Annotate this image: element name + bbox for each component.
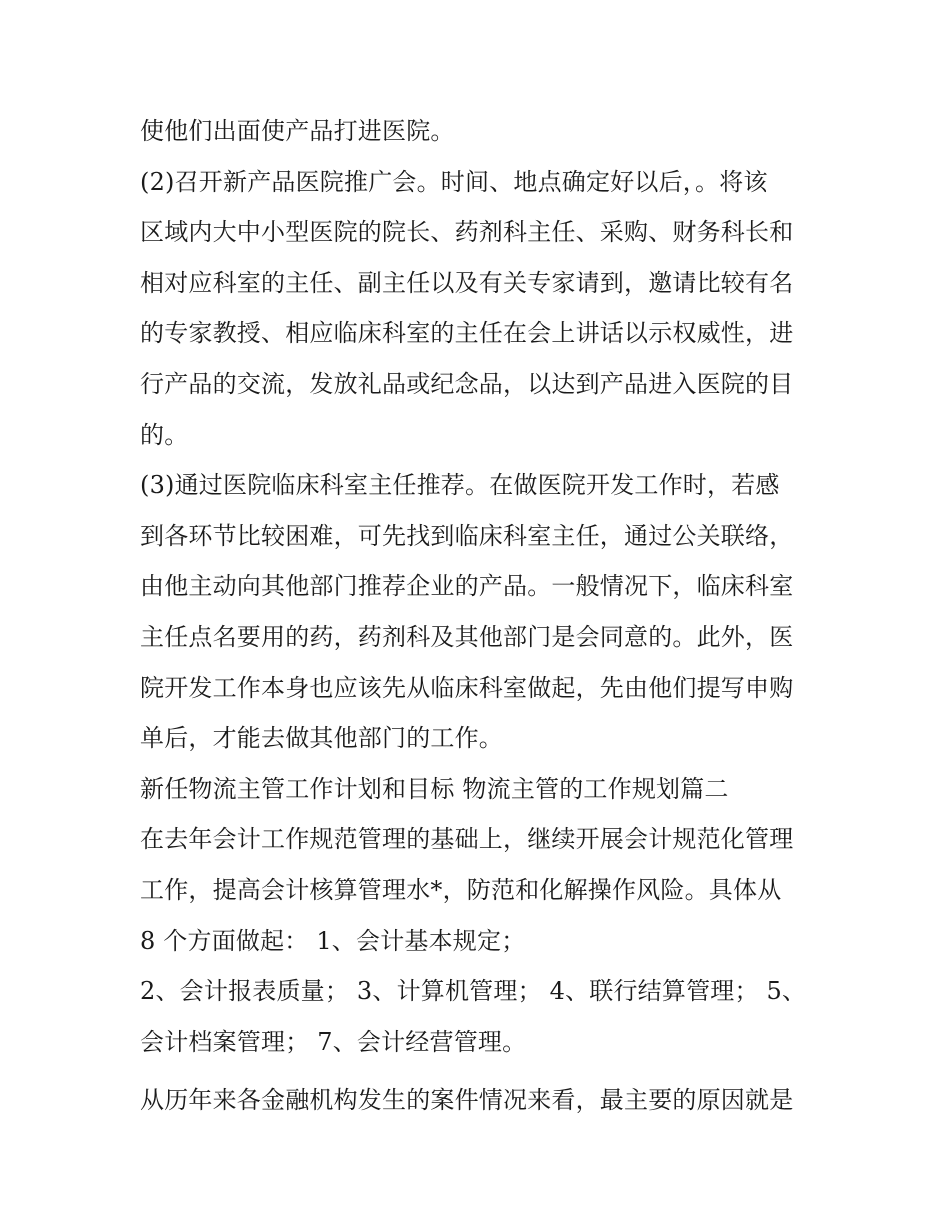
text-line: 的专家教授、相应临床科室的主任在会上讲话以示权威性，进 <box>140 319 794 348</box>
document-body <box>140 106 820 1126</box>
text-line: 从历年来各金融机构发生的案件情况来看，最主要的原因就是 <box>140 1086 794 1115</box>
text-line: 到各环节比较困难，可先找到临床科室主任，通过公关联络， <box>140 521 794 550</box>
text-line: 使他们出面使产品打进医院。 <box>140 117 455 145</box>
text-line: (3)通过医院临床科室主任推荐。在做医院开发工作时，若感 <box>140 471 780 500</box>
text-line: (2)召开新产品医院推广会。时间、地点确定好以后，。将该 <box>140 167 768 196</box>
text-line: 8 个方面做起： 1、会计基本规定； <box>140 926 526 955</box>
text-line: 在去年会计工作规范管理的基础上，继续开展会计规范化管理 <box>140 825 794 854</box>
text-line: 相对应科室的主任、副主任以及有关专家请到，邀请比较有名 <box>140 268 794 297</box>
text-line: 单后，才能去做其他部门的工作。 <box>140 724 503 753</box>
text-line: 会计档案管理； 7、会计经营管理。 <box>140 1027 527 1056</box>
text-line: 主任点名要用的药，药剂科及其他部门是会同意的。此外，医 <box>140 622 794 651</box>
text-line: 的。 <box>140 420 189 449</box>
text-line: 由他主动向其他部门推荐企业的产品。一般情况下，临床科室 <box>140 572 794 601</box>
text-line: 院开发工作本身也应该先从临床科室做起，先由他们提写申购 <box>140 673 794 702</box>
text-line: 2、会计报表质量； 3、计算机管理； 4、联行结算管理； 5、 <box>140 977 807 1006</box>
text-line: 工作，提高会计核算管理水*，防范和化解操作风险。具体从 <box>140 875 782 904</box>
text-line: 行产品的交流，发放礼品或纪念品，以达到产品进入医院的目 <box>140 369 794 398</box>
section-heading: 新任物流主管工作计划和目标 物流主管的工作规划篇二 <box>140 774 729 803</box>
text-line: 区域内大中小型医院的院长、药剂科主任、采购、财务科长和 <box>140 218 794 247</box>
